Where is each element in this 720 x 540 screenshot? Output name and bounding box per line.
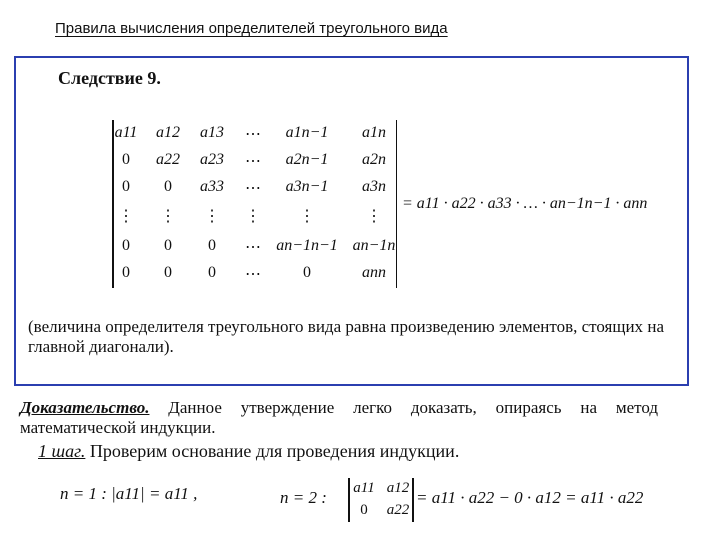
matrix-cell: a3n−1 xyxy=(285,178,329,195)
matrix-cell: 0 xyxy=(208,237,216,254)
corollary-title: Следствие 9. xyxy=(58,68,161,88)
matrix-cell: ⋯ xyxy=(245,126,261,143)
matrix-cell: a1n−1 xyxy=(285,124,329,141)
matrix-cell: 0 xyxy=(303,264,311,281)
proof-text: Данное утверждение легко доказать, опираясь на метод математической индукции. xyxy=(20,398,658,437)
step-label: 1 шаг. xyxy=(38,441,86,461)
matrix-cell: ⋮ xyxy=(160,208,176,225)
matrix-cell: ⋮ xyxy=(366,208,382,225)
case-n2-result: = a11 · a22 − 0 · a12 = a11 · a22 xyxy=(416,488,644,507)
matrix-cell: a2n xyxy=(362,151,386,168)
matrix-cell: ⋯ xyxy=(245,180,261,197)
matrix-cell: a23 xyxy=(200,151,224,168)
matrix-cell: ⋯ xyxy=(245,153,261,170)
matrix-cell: ⋯ xyxy=(245,239,261,256)
matrix-cell: a22 xyxy=(156,151,180,168)
determinant-product-formula: = a11 · a22 · a33 · … · an−1n−1 · ann xyxy=(402,195,648,212)
matrix-cell: a12 xyxy=(156,124,180,141)
matrix-cell: ⋮ xyxy=(204,208,220,225)
case-n2-matrix-cell: a11 xyxy=(353,480,375,496)
matrix-cell: 0 xyxy=(122,237,130,254)
matrix-cell: 0 xyxy=(122,151,130,168)
matrix-cell: ann xyxy=(362,264,386,281)
matrix-cell: 0 xyxy=(122,264,130,281)
matrix-cell: 0 xyxy=(164,237,172,254)
matrix-cell: 0 xyxy=(164,264,172,281)
matrix-cell: 0 xyxy=(208,264,216,281)
matrix-cell: 0 xyxy=(122,178,130,195)
proof-label: Доказательство. xyxy=(20,398,150,417)
matrix-cell: ⋮ xyxy=(245,208,261,225)
matrix-cell: ⋯ xyxy=(245,266,261,283)
slide-title: Правила вычисления определителей треугольного вида xyxy=(55,20,448,37)
matrix-cell: an−1n xyxy=(352,237,396,254)
case-n2-left-bar xyxy=(348,478,350,522)
induction-step xyxy=(38,441,459,462)
matrix-cell: an−1n−1 xyxy=(276,237,338,254)
matrix-cell: ⋮ xyxy=(118,208,134,225)
case-n2-matrix-cell: a22 xyxy=(386,502,410,518)
case-n2-right-bar xyxy=(412,478,414,522)
corollary-note: (величина определителя треугольного вида равна произведению элементов, стоящих на главной диагонали). xyxy=(28,317,664,356)
matrix-cell: a1n xyxy=(362,124,386,141)
matrix-cell: a2n−1 xyxy=(285,151,329,168)
case-n2-matrix-cell: a12 xyxy=(386,480,410,496)
matrix-cell: 0 xyxy=(164,178,172,195)
case-n2-label: n = 2 : xyxy=(280,488,327,507)
matrix-cell: a3n xyxy=(362,178,386,195)
case-n2-matrix-cell: 0 xyxy=(360,502,368,518)
proof-paragraph xyxy=(20,398,658,438)
step-text: Проверим основание для проведения индукции. xyxy=(85,441,460,461)
matrix-cell: a33 xyxy=(200,178,224,195)
determinant-left-bar xyxy=(112,120,114,288)
determinant-right-bar xyxy=(396,120,398,288)
triangular-determinant xyxy=(112,120,397,288)
matrix-cell: a11 xyxy=(114,124,138,141)
matrix-cell: a13 xyxy=(200,124,224,141)
case-n1-formula: n = 1 : |a11| = a11 , xyxy=(60,484,198,503)
matrix-cell: ⋮ xyxy=(299,208,315,225)
